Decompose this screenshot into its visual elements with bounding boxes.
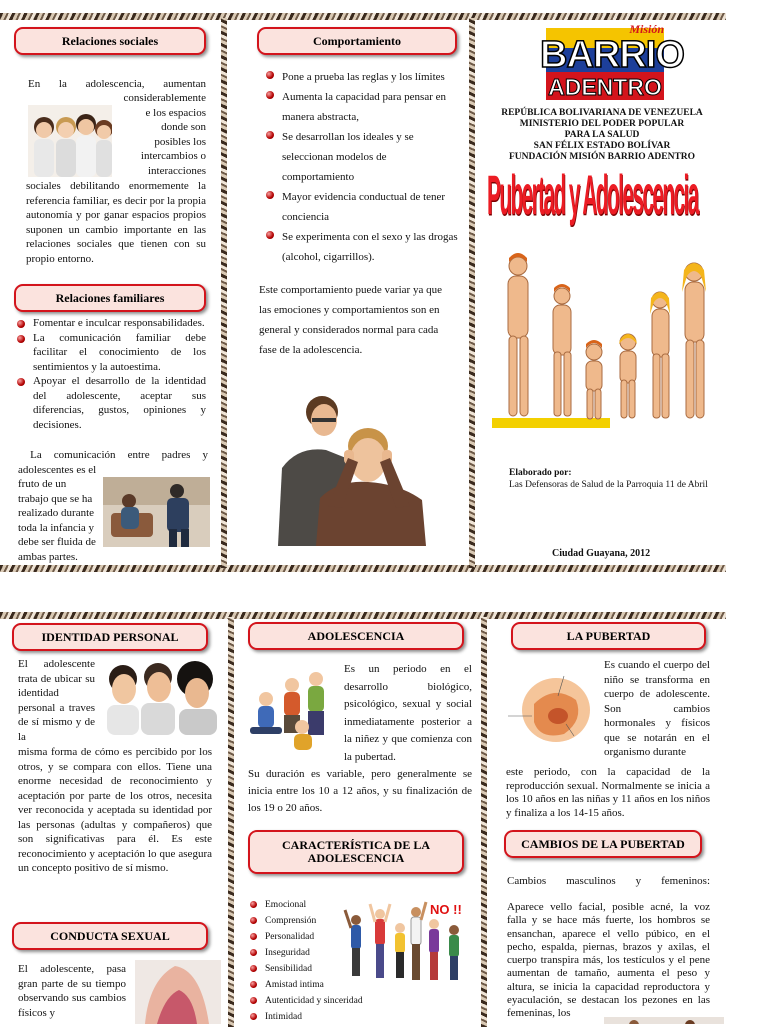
top-divider-2: [469, 18, 475, 568]
adolescencia-text-b: Su duración es variable, pero generalmente se inicia entre los 10 a 12 años, y su finalización de los 19 o 20 años.: [248, 768, 472, 814]
list-item: Aumenta la capacidad para pensar en manera abstracta,: [265, 87, 460, 127]
logo-mision: Misión: [629, 22, 664, 36]
pubertad-header: LA PUBERTAD: [511, 622, 706, 650]
inst-line-1: REPÚBLICA BOLIVARIANA DE VENEZUELA: [501, 108, 703, 118]
barrio-adentro-logo: [540, 22, 684, 108]
logo-barrio: BARRIO: [540, 34, 684, 76]
elaborado-label: Elaborado por:: [509, 468, 572, 478]
inst-line-2: MINISTERIO DEL PODER POPULAR: [519, 119, 685, 129]
list-item: Comprensión: [250, 913, 390, 929]
teens-sitting-illustration: [244, 665, 336, 757]
teen-body-photo: [135, 960, 221, 1024]
institution-block: [480, 108, 724, 163]
list-item: Fomentar e inculcar responsabilidades.: [16, 316, 206, 331]
relaciones-sociales-text-c: sociales debilitando enormemente la referencia familiar, es decir por la propia autonomía y por ganar espacios propios suponen un cambio importante en las relaciones sociales que tienen con su propio entorno.: [26, 180, 206, 265]
adolescencia-text-a: Es un periodo en el desarrollo biológico, psicológico, sexual y social inmediatamente posterior a la niñez y que comienza con la pubertad.: [344, 663, 472, 763]
top-bottom-rope: [0, 565, 726, 572]
list-item: Se desarrollan los ideales y se seleccionan modelos de comportamiento: [265, 127, 460, 187]
pubertad-text-b: este periodo, con la capacidad de la reproducción sexual. Normalmente se inicia a los 10 años en las niñas y 11 años en los niños y finaliza a los 14-15 años.: [506, 766, 710, 819]
list-item: Pone a prueba las reglas y los límites: [265, 67, 460, 87]
identidad-text-b: misma forma de cómo es percibido por los otros, y se compara con ellos. Tiene una enorme necesidad de reconocimiento y aceptación por parte de los otros, necesita ver reconocida y aceptada su identidad por las personas (adultas y compañeros) que son significativas para él. Es este reconocimiento y aceptación lo que asegura un concepto positivo de sí mismo.: [18, 746, 212, 874]
relaciones-familiares-header: Relaciones familiares: [14, 284, 206, 312]
bottom-divider-1: [228, 617, 234, 1027]
teens-group-photo: [28, 105, 112, 177]
conducta-header: CONDUCTA SEXUAL: [12, 922, 208, 950]
reproductive-anatomy-diagram: [504, 664, 600, 756]
comportamiento-header: Comportamiento: [257, 27, 457, 55]
list-item: Personalidad: [250, 929, 390, 945]
puberty-stages-illustration: [492, 252, 716, 432]
cambios-corner-photo: [604, 1014, 724, 1024]
relaciones-sociales-text-b: considerablemente e los espacios donde son posibles los intercambios o interacciones: [123, 92, 206, 177]
list-item: Autenticidad y sinceridad: [250, 993, 390, 1009]
elaborado-value: Las Defensoras de Salud de la Parroquia 11 de Abril: [509, 480, 708, 490]
caracteristica-header: CARACTERÍSTICA DE LA ADOLESCENCIA: [248, 830, 464, 874]
list-item: Se experimenta con el sexo y las drogas (alcohol, cigarrillos).: [265, 227, 460, 267]
inst-line-3: PARA LA SALUD: [564, 130, 640, 140]
identidad-text-a: El adolescente trata de ubicar su identidad personal a traves de sí mismo y de la: [18, 658, 95, 743]
teens-cheering-illustration: [342, 898, 470, 988]
list-item: Intimidad: [250, 1009, 390, 1025]
pubertad-text-a: Es cuando el cuerpo del niño se transforma en cuerpo de adolescente. Son cambios hormonales y físicos que se notarán en el organismo durante: [604, 659, 710, 758]
list-item: Mayor evidencia conductual de tener conciencia: [265, 187, 460, 227]
comportamiento-list: [265, 67, 460, 267]
comportamiento-body: Este comportamiento puede variar ya que las emociones y comportamientos son en general y considerados normal para cada fase de la adolescencia.: [259, 284, 442, 356]
no-label: NO !!: [430, 902, 462, 917]
list-item: Apoyar el desarrollo de la identidad del adolescente, aceptar sus diferencias, gustos, opiniones y decisiones.: [16, 374, 206, 432]
conducta-body: El adolescente, pasa gran parte de su tiempo observando sus cambios físicos y: [18, 963, 126, 1019]
list-item: Sensibilidad: [250, 961, 390, 977]
adolescencia-header: ADOLESCENCIA: [248, 622, 464, 650]
cambios-header: CAMBIOS DE LA PUBERTAD: [504, 830, 702, 858]
list-item: Emocional: [250, 897, 390, 913]
bottom-divider-2: [481, 617, 487, 1027]
relaciones-sociales-header: Relaciones sociales: [14, 27, 206, 55]
logo-adentro: ADENTRO: [548, 74, 662, 100]
bottom-border-rope: [0, 612, 726, 619]
list-item: Inseguridad: [250, 945, 390, 961]
relaciones-sociales-text-a: En la adolescencia, aumentan: [28, 78, 206, 90]
teen-covering-ears-photo: [258, 388, 430, 546]
list-item: Amistad intima: [250, 977, 390, 993]
relaciones-familiares-body: La comunicación entre padres y adolescentes es el fruto de un trabajo que se ha realizado durante toda la infancia y debe ser fluida de ambas partes.: [18, 449, 208, 563]
list-item: La comunicación familiar debe facilitar el conocimiento de los sentimientos y la autoestima.: [16, 331, 206, 375]
cover-footer: Ciudad Guayana, 2012: [552, 548, 651, 559]
inst-line-4: SAN FÉLIX ESTADO BOLÍVAR: [533, 141, 671, 151]
cambios-intro: Cambios masculinos y femeninos:: [507, 875, 710, 887]
cover-title: Pubertad y Adolescencia: [487, 165, 698, 227]
identidad-header: IDENTIDAD PERSONAL: [12, 623, 208, 651]
top-divider-1: [221, 18, 227, 568]
relaciones-familiares-list: [16, 316, 206, 432]
inst-line-5: FUNDACIÓN MISIÓN BARRIO ADENTRO: [508, 152, 696, 162]
top-border-rope: [0, 13, 726, 20]
teen-boys-photo: [103, 659, 218, 735]
cambios-body: Aparece vello facial, posible acné, la voz falla y se hace más fuerte, los hombros se ensanchan, aparece el vello púbico, en el pecho, espalda, piernas, brazos y axilas, el cuerpo transpira más, los testículos y el pene aumentan de tamaño, aumenta el peso y altura, se inicia la capacidad reproductora y eyaculación, se destacan los pezones en las femeninas, los: [507, 901, 710, 1020]
